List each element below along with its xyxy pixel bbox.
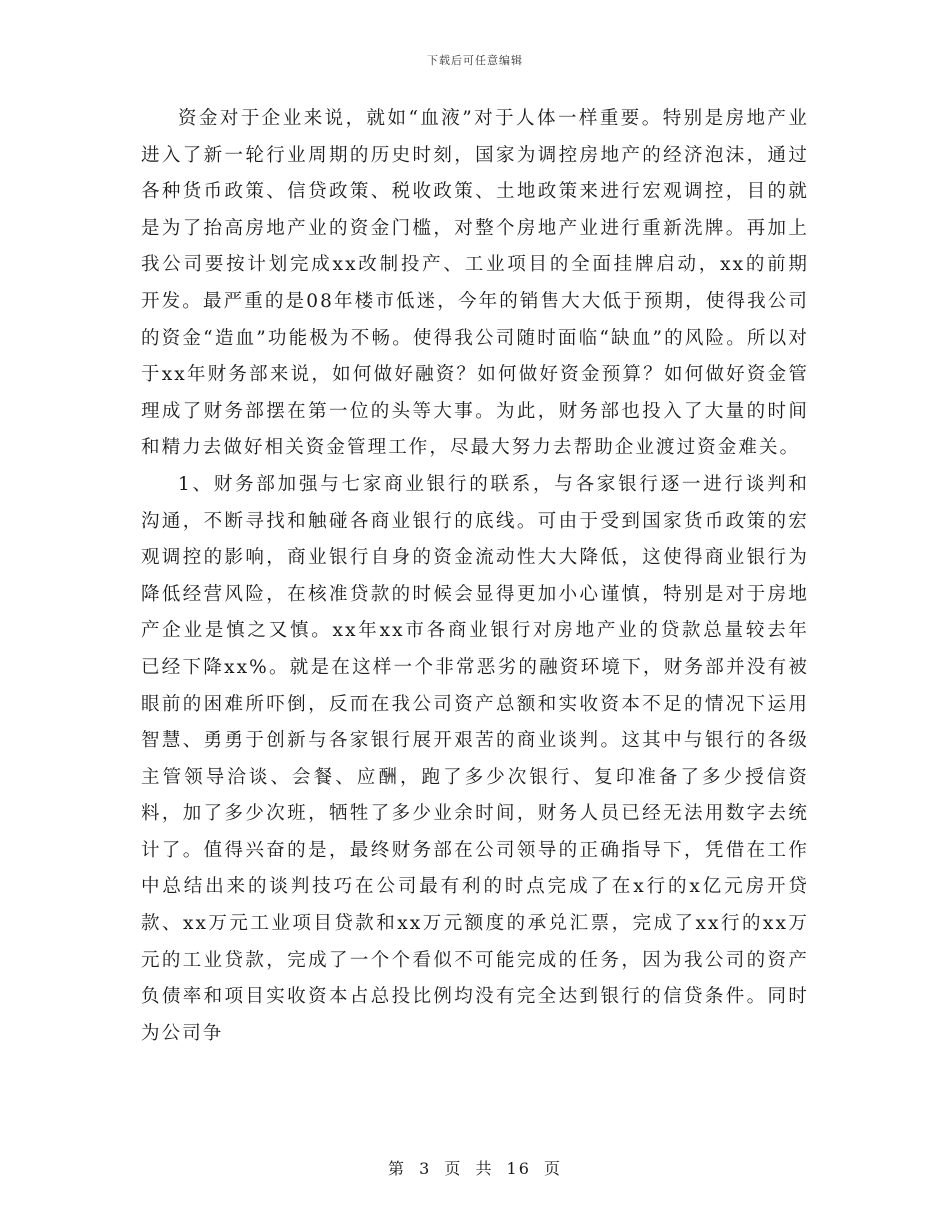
paragraph-intro: 资金对于企业来说，就如“血液”对于人体一样重要。特别是房地产业进入了新一轮行业周期的历史时刻，国家为调控房地产的经济泡沫，通过各种货币政策、信贷政策、税收政策、土地政策来进行宏观调控，目的就是为了抬高房地产业的资金门槛，对整个房地产业进行重新洗牌。再加上我公司要按计划完成xx改制投产、工业项目的全面挂牌启动，xx的前期开发。最严重的是08年楼市低迷，今年的销售大大低于预期，使得我公司的资金“造血”功能极为不畅。使得我公司随时面临“缺血”的风险。所以对于xx年财务部来说，如何做好融资？如何做好资金预算？如何做好资金管理成了财务部摆在第一位的头等大事。为此，财务部也投入了大量的时间和精力去做好相关资金管理工作，尽最大努力去帮助企业渡过资金难关。: [141, 108, 809, 459]
page-number: 第 3 页 共 16 页: [388, 1159, 562, 1178]
document-body: [141, 101, 809, 1052]
paragraph-item-1: 1、财务部加强与七家商业银行的联系，与各家银行逐一进行谈判和沟通，不断寻找和触碰各商业银行的底线。可由于受到国家货币政策的宏观调控的影响，商业银行自身的资金流动性大大降低，这使得商业银行为降低经营风险，在核准贷款的时候会显得更加小心谨慎，特别是对于房地产企业是慎之又慎。xx年xx市各商业银行对房地产业的贷款总量较去年已经下降xx%。就是在这样一个非常恶劣的融资环境下，财务部并没有被眼前的困难所吓倒，反而在我公司资产总额和实收资本不足的情况下运用智慧、勇勇于创新与各家银行展开艰苦的商业谈判。这其中与银行的各级主管领导洽谈、会餐、应酬，跑了多少次银行、复印准备了多少授信资料，加了多少次班，牺牲了多少业余时间，财务人员已经无法用数字去统计了。值得兴奋的是，最终财务部在公司领导的正确指导下，凭借在工作中总结出来的谈判技巧在公司最有利的时点完成了在x行的x亿元房开贷款、xx万元工业项目贷款和xx万元额度的承兑汇票，完成了xx行的xx万元的工业贷款，完成了一个个看似不可能完成的任务，因为我公司的资产负债率和项目实收资本占总投比例均没有完全达到银行的信贷条件。同时为公司争: [141, 473, 809, 1044]
page-header-note: 下载后可任意编辑: [427, 54, 523, 67]
